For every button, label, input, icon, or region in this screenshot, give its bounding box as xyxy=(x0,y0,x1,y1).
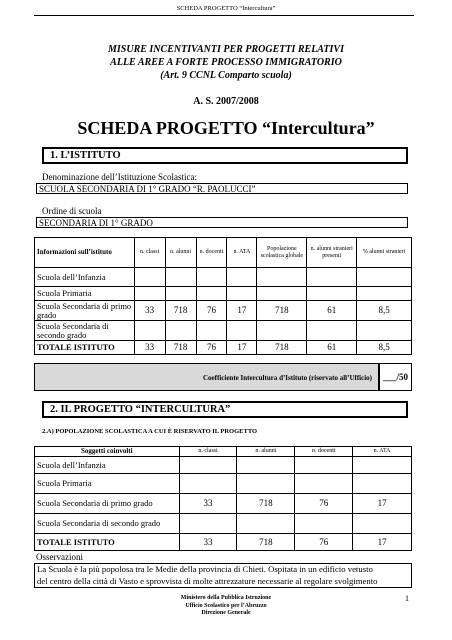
ordine-field: SECONDARIA DI 1° GRADO xyxy=(36,217,408,228)
section-2a-subheading: 2.A) POPOLAZIONE SCOLASTICA A CUI È RISERVATO IL PROGETTO xyxy=(42,428,258,435)
cell xyxy=(307,287,357,301)
table-row xyxy=(35,301,412,321)
col-header: n. classi xyxy=(179,447,237,457)
cell xyxy=(237,514,295,534)
table-row-total xyxy=(35,534,412,551)
istituto-table xyxy=(34,237,412,355)
page-title: SCHEDA PROGETTO “Intercultura” xyxy=(77,118,375,138)
row-label: TOTALE ISTITUTO xyxy=(35,534,180,551)
cell xyxy=(295,457,353,474)
cell xyxy=(357,268,412,287)
cell: 17 xyxy=(353,494,412,514)
col-header: n. ATA xyxy=(227,238,257,268)
cell xyxy=(196,268,227,287)
cell xyxy=(134,268,165,287)
cell xyxy=(134,287,165,301)
title-line-1: MISURE INCENTIVANTI PER PROGETTI RELATIVI xyxy=(108,44,344,55)
cell xyxy=(257,287,307,301)
istituto-header-row xyxy=(35,238,412,268)
denominazione-field: SCUOLA SECONDARIA DI 1° GRADO “R. PAOLUCCI” xyxy=(36,183,408,194)
cell xyxy=(179,474,237,494)
section-2-heading: 2. IL PROGETTO “INTERCULTURA” xyxy=(42,401,408,418)
cell: 718 xyxy=(237,534,295,551)
cell xyxy=(357,287,412,301)
cell: 76 xyxy=(295,534,353,551)
table-row xyxy=(35,287,412,301)
cell xyxy=(237,474,295,494)
footer-line: Ufficio Scolastico per l’Abruzzo xyxy=(185,602,267,609)
cell: 17 xyxy=(227,301,257,321)
cell xyxy=(227,287,257,301)
cell xyxy=(357,321,412,341)
cell: 76 xyxy=(196,301,227,321)
cell xyxy=(353,514,412,534)
header-rule xyxy=(34,15,414,16)
cell: 718 xyxy=(165,301,196,321)
cell: 17 xyxy=(353,534,412,551)
cell xyxy=(257,321,307,341)
cell xyxy=(196,321,227,341)
table-row xyxy=(35,321,412,341)
col-header: Soggetti coinvolti xyxy=(35,447,180,457)
table-row-total xyxy=(35,341,412,355)
anno-scolastico: A. S. 2007/2008 xyxy=(193,96,259,107)
col-header: n. classi xyxy=(134,238,165,268)
cell: 17 xyxy=(227,341,257,355)
denominazione-label: Denominazione dell’Istituzione Scolastica: xyxy=(42,172,197,182)
table-row xyxy=(35,494,412,514)
progetto-header-row xyxy=(35,447,412,457)
cell xyxy=(165,268,196,287)
row-label: Scuola Secondaria di secondo grado xyxy=(35,514,180,534)
table-row xyxy=(35,474,412,494)
cell: 76 xyxy=(196,341,227,355)
col-header: n. docenti xyxy=(196,238,227,268)
cell xyxy=(134,321,165,341)
cell xyxy=(353,457,412,474)
cell: 61 xyxy=(307,341,357,355)
row-label: Scuola Primaria xyxy=(35,287,135,301)
cell xyxy=(165,321,196,341)
cell xyxy=(295,514,353,534)
cell xyxy=(179,457,237,474)
progetto-table xyxy=(34,446,412,551)
cell: 33 xyxy=(179,534,237,551)
row-label: Scuola Primaria xyxy=(35,474,180,494)
table-row xyxy=(35,268,412,287)
row-label: Scuola Secondaria di secondo grado xyxy=(35,321,135,341)
coefficiente-label: Coefficiente Intercultura d’Istituto (riservato all’Ufficio) xyxy=(203,374,372,382)
osservazioni-field[interactable] xyxy=(34,563,412,588)
col-header: n. alunni xyxy=(237,447,295,457)
title-line-3: (Art. 9 CCNL Comparto scuola) xyxy=(160,70,292,81)
row-label: Scuola Secondaria di primo grado xyxy=(35,301,135,321)
row-label: TOTALE ISTITUTO xyxy=(35,341,135,355)
col-header: n. alunni xyxy=(165,238,196,268)
page-number: 1 xyxy=(405,594,409,603)
col-header: n. docenti xyxy=(295,447,353,457)
cell xyxy=(196,287,227,301)
title-line-2: ALLE AREE A FORTE PROCESSO IMMIGRATORIO xyxy=(110,57,342,68)
running-header: SCHEDA PROGETTO “Intercultura” xyxy=(176,5,276,12)
cell xyxy=(257,268,307,287)
osservazioni-line: del centro della città di Vasto e sprovvista di molte attrezzature necessarie al regolare svolgimento xyxy=(37,575,378,586)
cell: 33 xyxy=(179,494,237,514)
cell: 33 xyxy=(134,301,165,321)
cell xyxy=(237,457,295,474)
cell: 718 xyxy=(165,341,196,355)
cell xyxy=(165,287,196,301)
cell xyxy=(227,268,257,287)
cell: 718 xyxy=(257,301,307,321)
row-label: Scuola Secondaria di primo grado xyxy=(35,494,180,514)
coefficiente-value-field[interactable]: ___/50 xyxy=(379,363,412,391)
cell xyxy=(295,474,353,494)
row-label: Scuola dell’Infanzia xyxy=(35,457,180,474)
cell xyxy=(227,321,257,341)
col-header: Popolazione scolastica globale xyxy=(257,238,307,268)
ordine-label: Ordine di scuola xyxy=(42,206,102,216)
coefficiente-box xyxy=(34,363,379,391)
osservazioni-label: Osservazioni xyxy=(36,552,83,562)
cell: 61 xyxy=(307,301,357,321)
table-row xyxy=(35,514,412,534)
table-row xyxy=(35,457,412,474)
footer-line: Ministero della Pubblica Istruzione xyxy=(180,595,272,601)
section-1-heading: 1. L’ISTITUTO xyxy=(42,147,408,164)
cell: 8,5 xyxy=(357,341,412,355)
col-header: n. alunni stranieri presenti xyxy=(307,238,357,268)
cell xyxy=(307,321,357,341)
cell: 718 xyxy=(257,341,307,355)
col-header: Informazioni sull’istituto xyxy=(35,238,135,268)
osservazioni-line: La Scuola è la più popolosa tra le Medie della provincia di Chieti. Ospitata in un edificio vetusto xyxy=(37,564,373,574)
cell xyxy=(179,514,237,534)
cell xyxy=(353,474,412,494)
cell xyxy=(307,268,357,287)
cell: 718 xyxy=(237,494,295,514)
cell: 8,5 xyxy=(357,301,412,321)
col-header: % alunni stranieri xyxy=(357,238,412,268)
cell: 33 xyxy=(134,341,165,355)
footer-line: Direzione Generale xyxy=(201,610,251,616)
col-header: n. ATA xyxy=(353,447,412,457)
row-label: Scuola dell’Infanzia xyxy=(35,268,135,287)
cell: 76 xyxy=(295,494,353,514)
